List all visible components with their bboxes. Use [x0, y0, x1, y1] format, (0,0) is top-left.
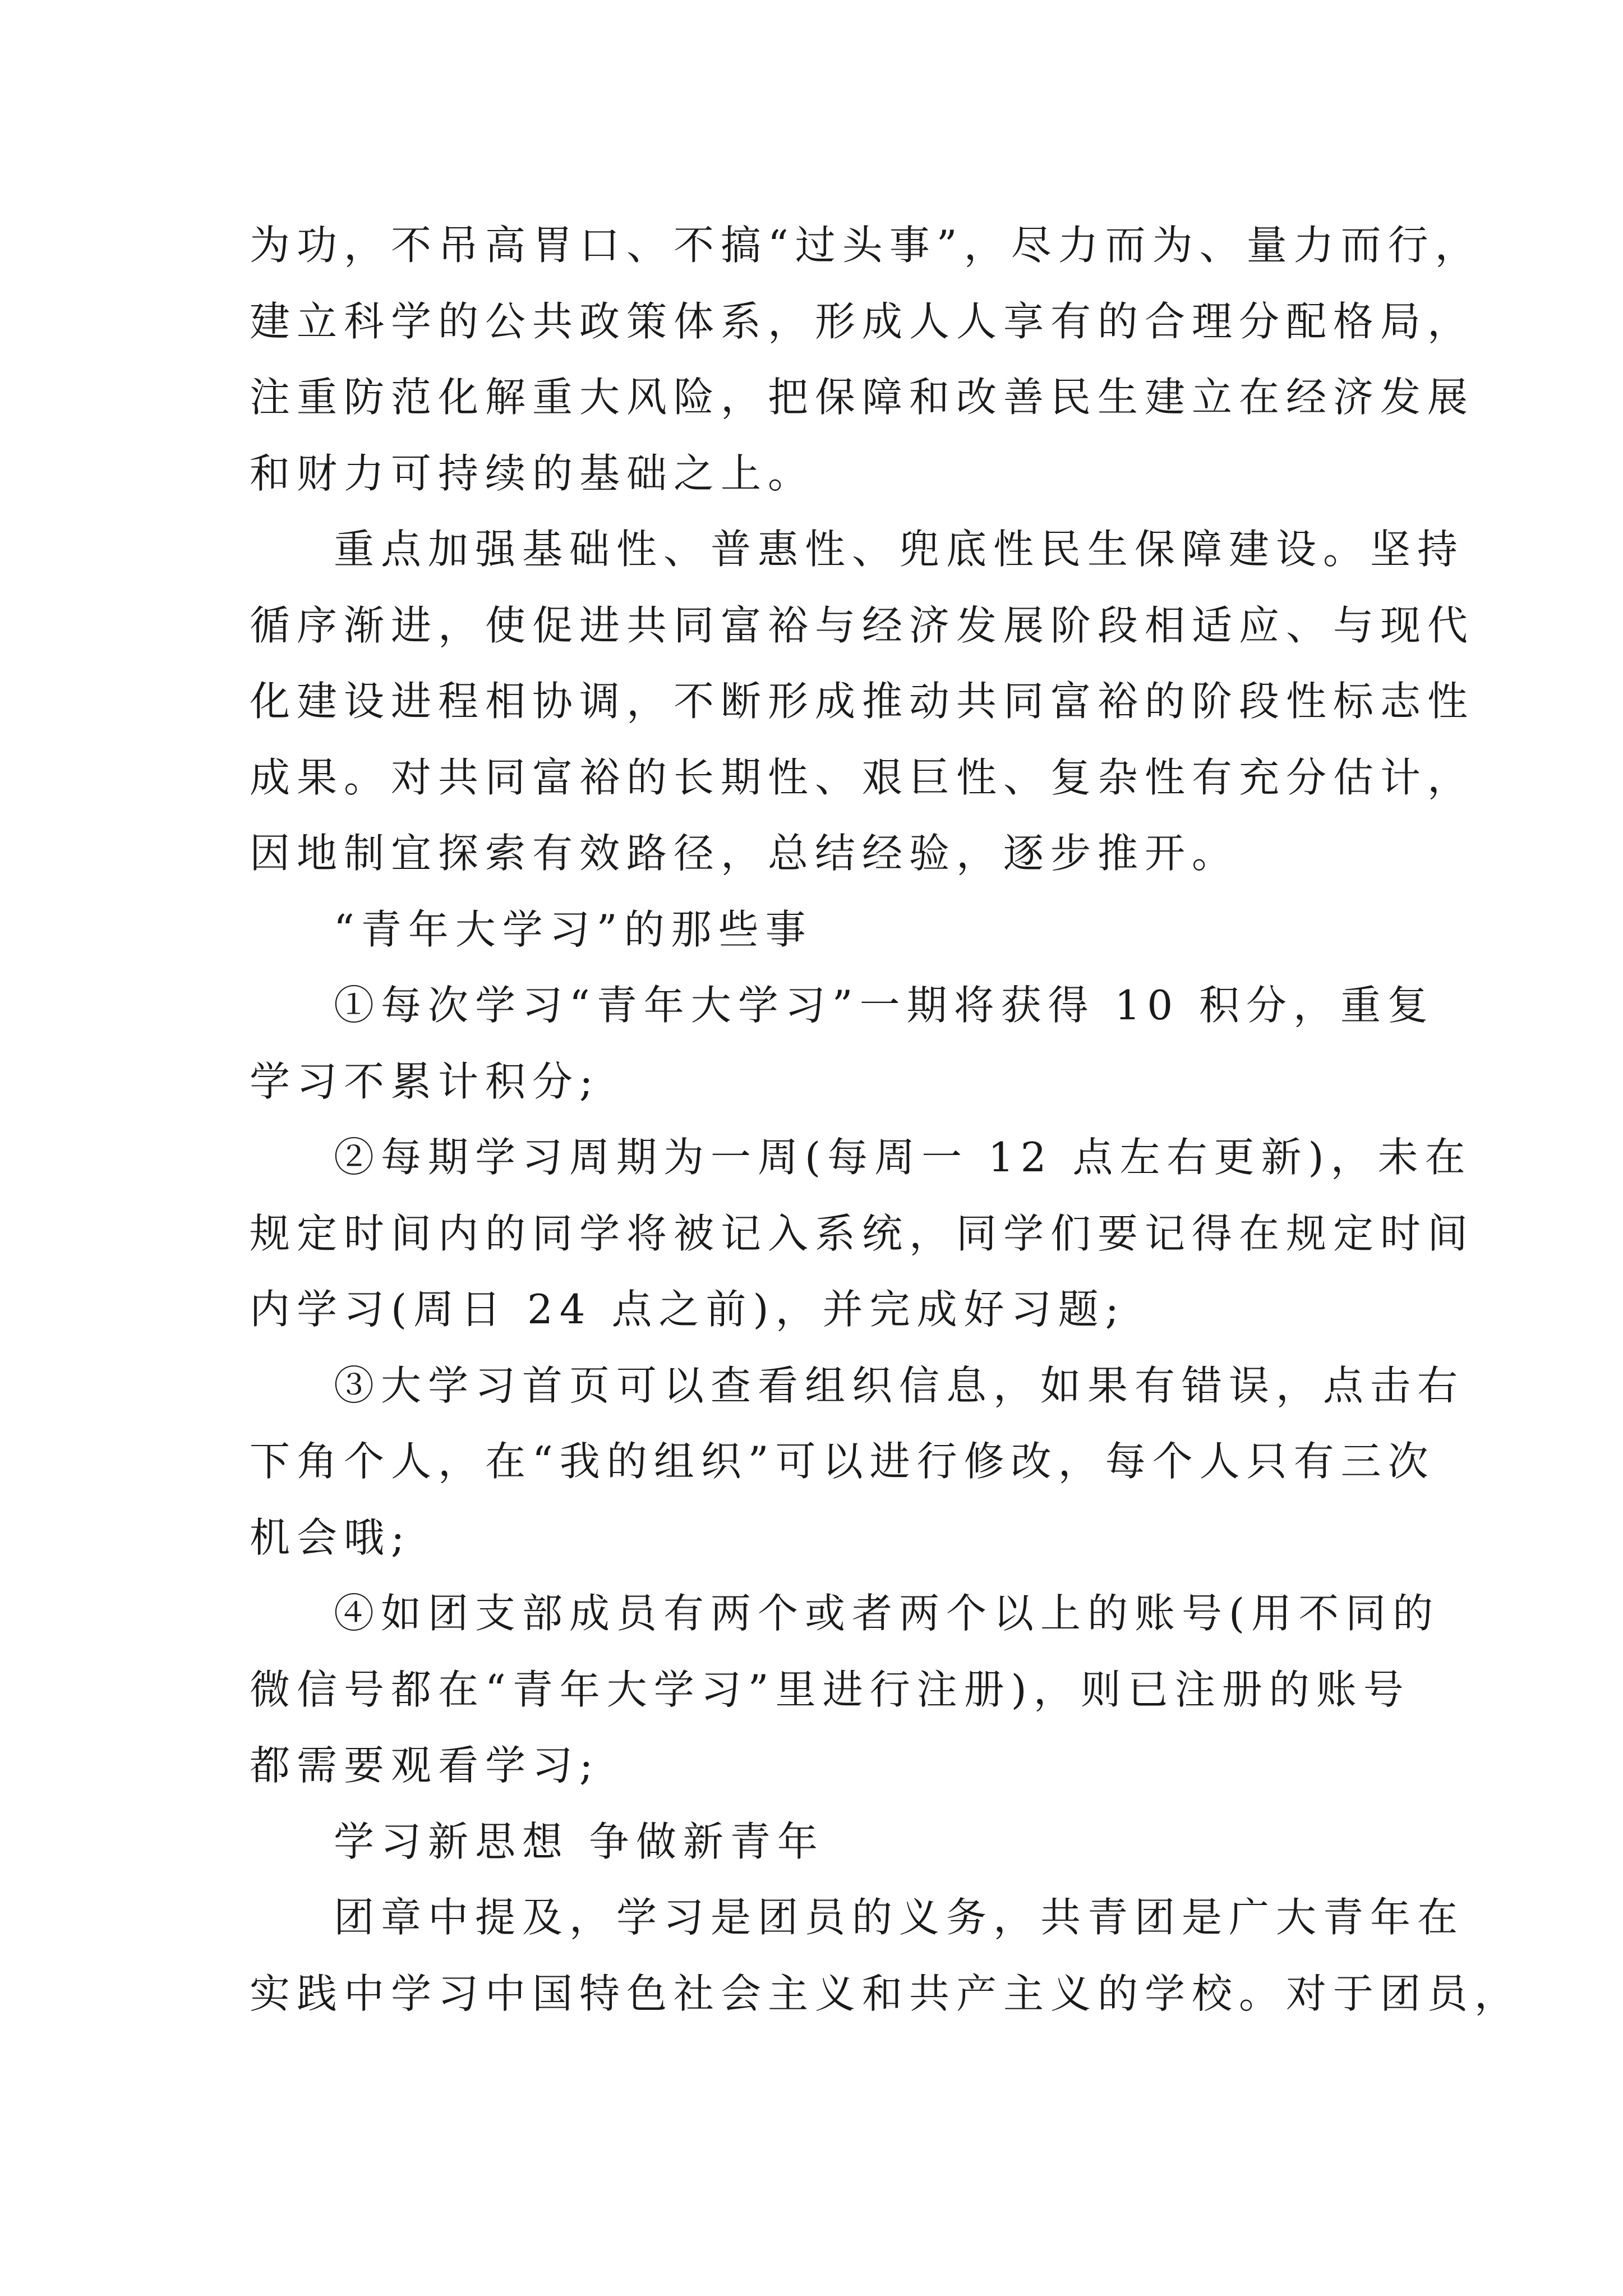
text-line: 化建设进程相协调，不断形成推动共同富裕的阶段性标志性: [250, 678, 1475, 725]
text-line: 下角个人，在“我的组织”可以进行修改，每个人只有三次: [250, 1438, 1435, 1485]
text-line: 都需要观看学习;: [250, 1742, 600, 1789]
list-item-first-line: ②每期学习周期为一周(每周一 12 点左右更新)，未在: [334, 1134, 1472, 1181]
text-line: 和财力可持续的基础之上。: [250, 449, 815, 497]
paragraph-first-line: 团章中提及，学习是团员的义务，共青团是广大青年在: [334, 1894, 1465, 1941]
text-line: 因地制宜探索有效路径，总结经验，逐步推开。: [250, 830, 1239, 877]
text-line: 实践中学习中国特色社会主义和共产主义的学校。对于团员，: [250, 1970, 1522, 2017]
list-item-first-line: ④如团支部成员有两个或者两个以上的账号(用不同的: [334, 1590, 1440, 1637]
list-item-first-line: ①每次学习“青年大学习”一期将获得 10 积分，重复: [334, 982, 1435, 1029]
section-heading: 学习新思想 争做新青年: [334, 1818, 824, 1865]
text-line: 成果。对共同富裕的长期性、艰巨性、复杂性有充分估计，: [250, 753, 1475, 801]
text-line: 机会哦;: [250, 1513, 412, 1561]
document-body: [250, 208, 1522, 2032]
list-item-first-line: ③大学习首页可以查看组织信息，如果有错误，点击右: [334, 1361, 1465, 1409]
text-line: 规定时间内的同学将被记入系统，同学们要记得在规定时间: [250, 1209, 1475, 1257]
text-line: 微信号都在“青年大学习”里进行注册)，则已注册的账号: [250, 1665, 1410, 1713]
text-line: 循序渐进，使促进共同富裕与经济发展阶段相适应、与现代: [250, 601, 1475, 649]
paragraph-first-line: 重点加强基础性、普惠性、兜底性民生保障建设。坚持: [334, 526, 1465, 573]
text-line: 学习不累计积分;: [250, 1057, 600, 1105]
text-line: 建立科学的公共政策体系，形成人人享有的合理分配格局，: [250, 297, 1475, 345]
section-heading: “青年大学习”的那些事: [334, 905, 813, 953]
text-line: 注重防范化解重大风险，把保障和改善民生建立在经济发展: [250, 374, 1475, 421]
text-line: 为功，不吊高胃口、不搞“过头事”，尽力而为、量力而行，: [250, 222, 1482, 269]
text-line: 内学习(周日 24 点之前)，并完成好习题;: [250, 1286, 1126, 1333]
